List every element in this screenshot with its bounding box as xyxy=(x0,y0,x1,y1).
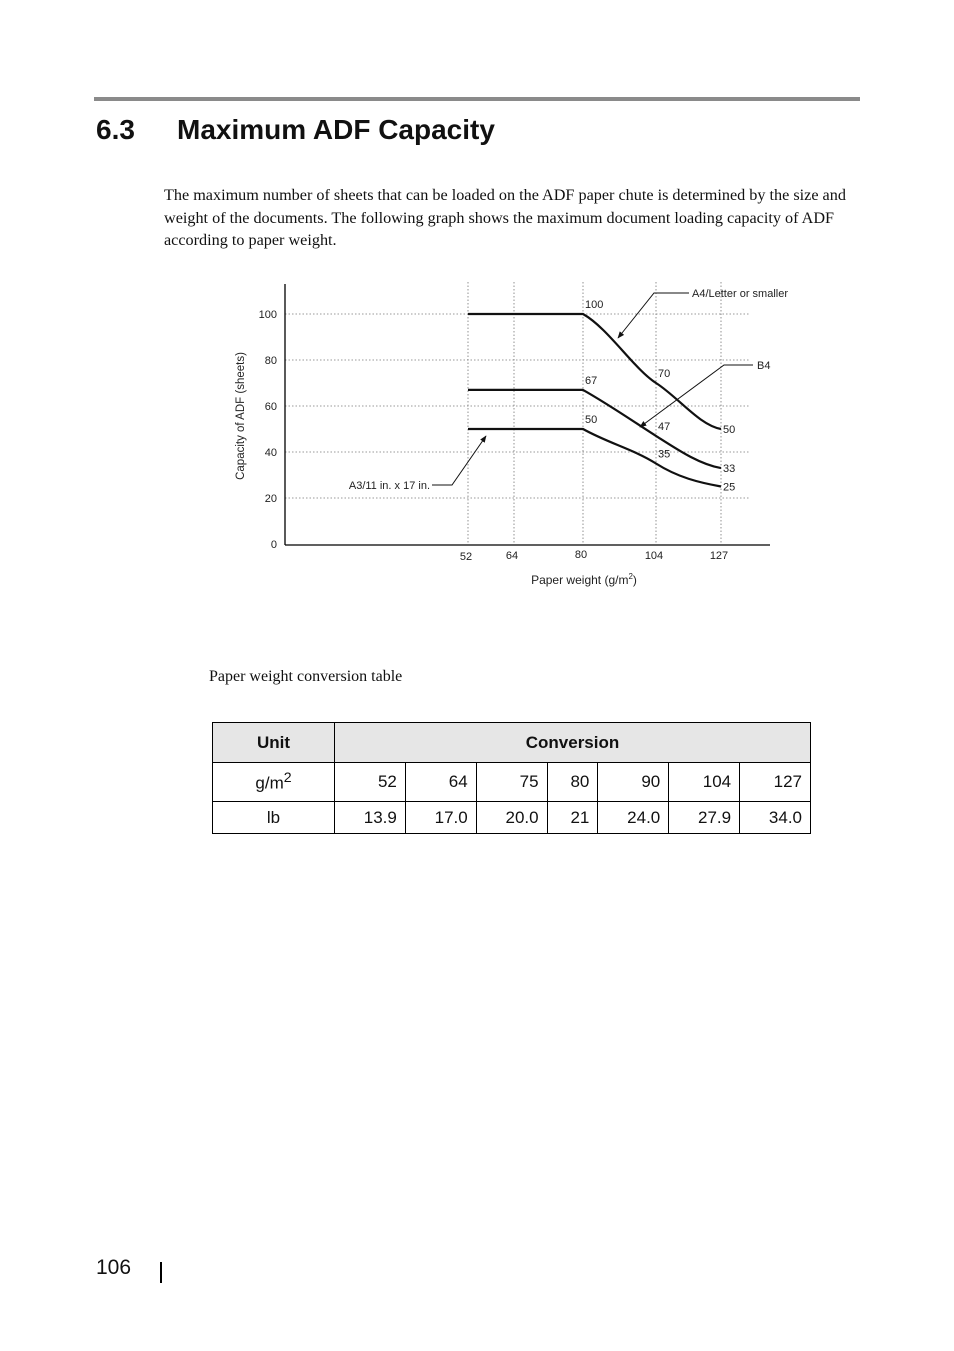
y-tick-label: 20 xyxy=(264,493,277,505)
y-tick-label: 40 xyxy=(264,447,277,459)
annotation-leader xyxy=(432,436,486,485)
data-label: 33 xyxy=(723,463,736,476)
y-tick-label: 0 xyxy=(270,539,277,551)
y-tick-label: 60 xyxy=(264,401,277,413)
value-cell: 24.0 xyxy=(598,802,669,834)
table-row xyxy=(213,763,811,802)
header-unit: Unit xyxy=(213,723,335,763)
table-caption: Paper weight conversion table xyxy=(209,668,403,685)
x-tick-label: 80 xyxy=(574,549,588,561)
value-cell: 75 xyxy=(476,763,547,802)
section-heading xyxy=(96,114,495,146)
data-label: 35 xyxy=(658,448,671,461)
unit-cell: lb xyxy=(213,802,335,834)
conversion-table xyxy=(212,722,811,834)
x-tick-label: 64 xyxy=(505,550,519,562)
series-name-label: A3/11 in. x 17 in. xyxy=(348,480,430,492)
annotation-leader xyxy=(618,293,689,338)
x-tick-label: 104 xyxy=(644,550,664,562)
top-rule xyxy=(94,97,860,101)
data-label: 67 xyxy=(585,374,598,387)
data-label: 100 xyxy=(585,299,604,311)
y-tick-label: 100 xyxy=(258,309,277,321)
data-label: 50 xyxy=(585,414,598,426)
data-label: 25 xyxy=(723,481,736,494)
section-title: Maximum ADF Capacity xyxy=(177,114,495,145)
series-line xyxy=(468,429,721,487)
x-axis-title: Paper weight $(g/m^2)$ xyxy=(531,572,637,587)
value-cell: 20.0 xyxy=(476,802,547,834)
value-cell: 27.9 xyxy=(669,802,740,834)
value-cell: 64 xyxy=(405,763,476,802)
data-label: 47 xyxy=(658,420,671,433)
x-tick-label: 127 xyxy=(709,550,729,562)
section-number: 6.3 xyxy=(96,114,135,145)
value-cell: 17.0 xyxy=(405,802,476,834)
series-name-label: B4 xyxy=(757,360,771,372)
footer-divider xyxy=(160,1262,162,1283)
value-cell: 90 xyxy=(598,763,669,802)
series-name-label: A4/Letter or smaller xyxy=(692,288,788,300)
value-cell: 104 xyxy=(669,763,740,802)
x-tick-label: 52 xyxy=(459,551,473,563)
data-label: 70 xyxy=(658,368,671,380)
series-line xyxy=(468,314,721,429)
adf-capacity-chart xyxy=(0,270,954,600)
value-cell: 127 xyxy=(740,763,811,802)
y-tick-label: 80 xyxy=(264,355,277,367)
data-label: 50 xyxy=(723,424,736,436)
header-conversion: Conversion xyxy=(335,723,811,763)
value-cell: 34.0 xyxy=(740,802,811,834)
page-number: 106 xyxy=(96,1256,132,1279)
intro-paragraph: The maximum number of sheets that can be loaded on the ADF paper chute is determined by the size and weight of the documents. The following graph shows the maximum document loading capacity of ADF according to paper weight. xyxy=(164,186,846,249)
value-cell: 13.9 xyxy=(335,802,406,834)
table-row xyxy=(213,802,811,834)
value-cell: 52 xyxy=(335,763,406,802)
y-axis-title: Capacity of ADF (sheets) xyxy=(235,352,247,480)
unit-cell: $g/m^2$ xyxy=(213,763,335,802)
value-cell: 80 xyxy=(547,763,598,802)
value-cell: 21 xyxy=(547,802,598,834)
annotation-leader xyxy=(640,365,753,427)
